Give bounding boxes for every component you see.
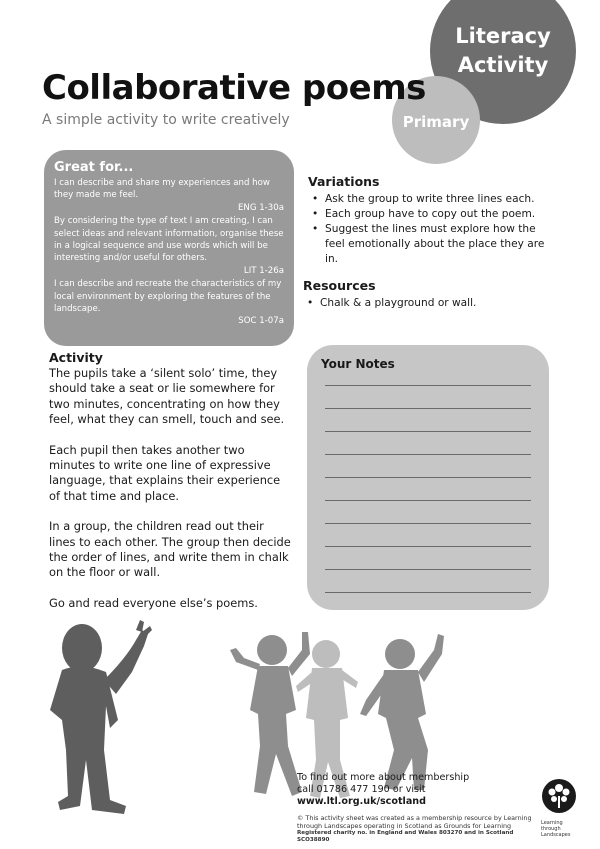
footer-membership-line: To find out more about membership [297, 772, 470, 783]
notes-heading: Your Notes [321, 357, 395, 371]
great-for-heading: Great for... [54, 160, 134, 175]
great-for-item: I can describe and recreate the characteristics of my local environment by exploring the features of the landscape. [54, 279, 282, 315]
your-notes-panel [307, 345, 549, 610]
footer-phone: call 01786 477 190 or visit [297, 783, 426, 795]
curriculum-code: LIT 1-26a [243, 265, 284, 276]
note-line [325, 592, 531, 593]
variations-list [308, 192, 558, 267]
activity-heading: Activity [49, 350, 103, 365]
badge-line-1: Literacy [455, 24, 551, 48]
resources-section [303, 278, 558, 311]
logo-label-line: Landscapes [541, 832, 571, 838]
note-line [325, 454, 531, 455]
activity-paragraph: Each pupil then takes another two minutes to write one line of expressive language, that explains their experience of that time and place. [49, 442, 281, 503]
logo-label [541, 820, 581, 838]
note-line [325, 385, 531, 386]
great-for-panel [44, 150, 294, 346]
note-line [325, 523, 531, 524]
footer-charity-number: Registered charity no. in England and Wales 803270 and in Scotland SCO38890 [297, 829, 514, 843]
great-for-item: I can describe and share my experiences and how they made me feel. [54, 178, 270, 201]
page-title: Collaborative poems [42, 68, 426, 108]
variations-heading: Variations [308, 174, 380, 189]
note-line [325, 546, 531, 547]
resources-list [303, 296, 558, 311]
list-item: • Ask the group to write three lines each. [308, 192, 558, 207]
badge-line-2: Activity [457, 53, 549, 77]
list-item: • Each group have to copy out the poem. [308, 207, 558, 222]
footer-copyright: © This activity sheet was created as a membership resource by Learning through Landscapes operating in Scotland as Grounds for Learning [297, 813, 532, 830]
variations-section [308, 174, 558, 267]
note-lines [321, 385, 535, 593]
child-silhouette-right [360, 634, 444, 790]
child-silhouette-large [50, 620, 152, 814]
footer-url-link[interactable]: www.ltl.org.uk/scotland [297, 795, 427, 807]
logo-label-line: Learning [541, 820, 563, 826]
footer [297, 772, 542, 844]
list-item: • Suggest the lines must explore how the feel emotionally about the place they are in. [308, 222, 558, 267]
note-line [325, 408, 531, 409]
tree-logo-icon [541, 778, 577, 814]
curriculum-code: SOC 1-07a [238, 316, 284, 327]
note-line [325, 569, 531, 570]
resources-heading: Resources [303, 278, 376, 293]
list-item: • Chalk & a playground or wall. [303, 296, 558, 311]
logo-label-line: through [541, 826, 561, 832]
great-for-item: By considering the type of text I am creating, I can select ideas and relevant information, organise these in a logical sequence and use words which will be interesting and/or useful for others. [54, 216, 284, 264]
note-line [325, 431, 531, 432]
curriculum-code: ENG 1-30a [237, 202, 284, 213]
note-line [325, 500, 531, 501]
activity-paragraph: Go and read everyone else’s poems. [49, 595, 258, 610]
primary-label: Primary [402, 113, 470, 131]
learning-through-landscapes-logo [541, 778, 581, 838]
note-line [325, 477, 531, 478]
footer-contact-line [297, 784, 542, 808]
activity-paragraph: In a group, the children read out their lines to each other. The group then decide the order of lines, and write them in chalk on the floor or wall. [49, 519, 291, 580]
page-subtitle: A simple activity to write creatively [42, 112, 290, 128]
activity-section [49, 350, 293, 626]
activity-paragraph: The pupils take a ‘silent solo’ time, they should take a seat or lie somewhere for two minutes, concentrating on how they feel, what they can smell, touch and see. [49, 366, 285, 427]
